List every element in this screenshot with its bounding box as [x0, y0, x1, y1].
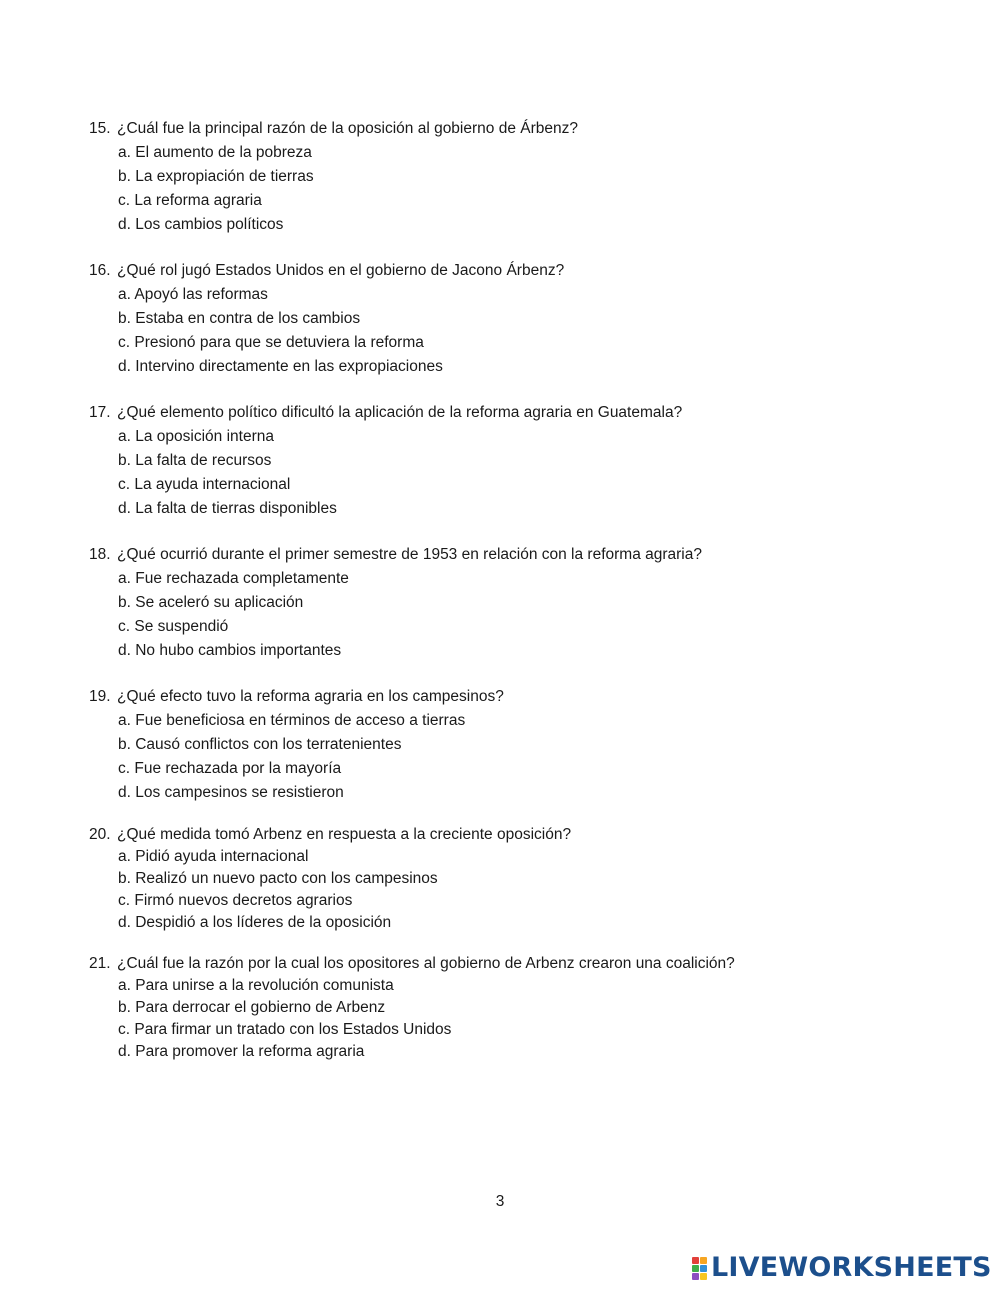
option-c[interactable]: c. La ayuda internacional	[118, 476, 291, 493]
question-text: 21. ¿Cuál fue la razón por la cual los opositores al gobierno de Arbenz crearon una coalición?	[89, 955, 735, 972]
option-a[interactable]: a. El aumento de la pobreza	[118, 144, 312, 161]
question-text: 19. ¿Qué efecto tuvo la reforma agraria en los campesinos?	[89, 688, 504, 705]
option-b[interactable]: b. Causó conflictos con los terratenientes	[118, 736, 402, 753]
question-text: 16. ¿Qué rol jugó Estados Unidos en el gobierno de Jacono Árbenz?	[89, 262, 565, 279]
question-21	[89, 953, 949, 1063]
question-19	[89, 685, 949, 805]
option-a[interactable]: a. La oposición interna	[118, 428, 274, 445]
option-b[interactable]: b. La falta de recursos	[118, 452, 272, 469]
option-a[interactable]: a. Para unirse a la revolución comunista	[118, 977, 394, 994]
option-c[interactable]: c. Se suspendió	[118, 618, 229, 635]
question-text: 18. ¿Qué ocurrió durante el primer semestre de 1953 en relación con la reforma agraria?	[89, 546, 702, 563]
option-d[interactable]: d. La falta de tierras disponibles	[118, 500, 337, 517]
liveworksheets-logo[interactable]	[692, 1253, 992, 1283]
question-20	[89, 824, 949, 934]
option-b[interactable]: b. Estaba en contra de los cambios	[118, 310, 361, 327]
option-c[interactable]: c. Para firmar un tratado con los Estados Unidos	[118, 1021, 452, 1038]
question-text: 17. ¿Qué elemento político dificultó la aplicación de la reforma agraria en Guatemala?	[89, 404, 683, 421]
option-d[interactable]: d. Para promover la reforma agraria	[118, 1043, 365, 1060]
option-d[interactable]: d. No hubo cambios importantes	[118, 642, 342, 659]
option-c[interactable]: c. Firmó nuevos decretos agrarios	[118, 892, 353, 909]
option-d[interactable]: d. Los cambios políticos	[118, 216, 284, 233]
option-d[interactable]: d. Despidió a los líderes de la oposición	[118, 914, 392, 931]
question-text: 20. ¿Qué medida tomó Arbenz en respuesta a la creciente oposición?	[89, 826, 572, 843]
option-c[interactable]: c. Presionó para que se detuviera la reforma	[118, 334, 424, 351]
question-16	[89, 259, 949, 379]
option-a[interactable]: a. Fue beneficiosa en términos de acceso a tierras	[118, 712, 466, 729]
brand-name: LIVEWORKSHEETS	[711, 1252, 992, 1283]
page-number: 3	[495, 1193, 505, 1210]
question-18	[89, 543, 949, 663]
question-15	[89, 117, 949, 237]
liveworksheets-logo-icon	[692, 1257, 707, 1280]
question-17	[89, 401, 949, 521]
option-a[interactable]: a. Fue rechazada completamente	[118, 570, 349, 587]
option-d[interactable]: d. Intervino directamente en las expropiaciones	[118, 358, 443, 375]
option-b[interactable]: b. Para derrocar el gobierno de Arbenz	[118, 999, 386, 1016]
option-b[interactable]: b. Se aceleró su aplicación	[118, 594, 304, 611]
option-b[interactable]: b. Realizó un nuevo pacto con los campesinos	[118, 870, 438, 887]
option-a[interactable]: a. Pidió ayuda internacional	[118, 848, 309, 865]
option-d[interactable]: d. Los campesinos se resistieron	[118, 784, 344, 801]
option-c[interactable]: c. Fue rechazada por la mayoría	[118, 760, 342, 777]
question-text: 15. ¿Cuál fue la principal razón de la oposición al gobierno de Árbenz?	[89, 120, 578, 137]
option-a[interactable]: a. Apoyó las reformas	[118, 286, 268, 303]
option-c[interactable]: c. La reforma agraria	[118, 192, 262, 209]
option-b[interactable]: b. La expropiación de tierras	[118, 168, 314, 185]
